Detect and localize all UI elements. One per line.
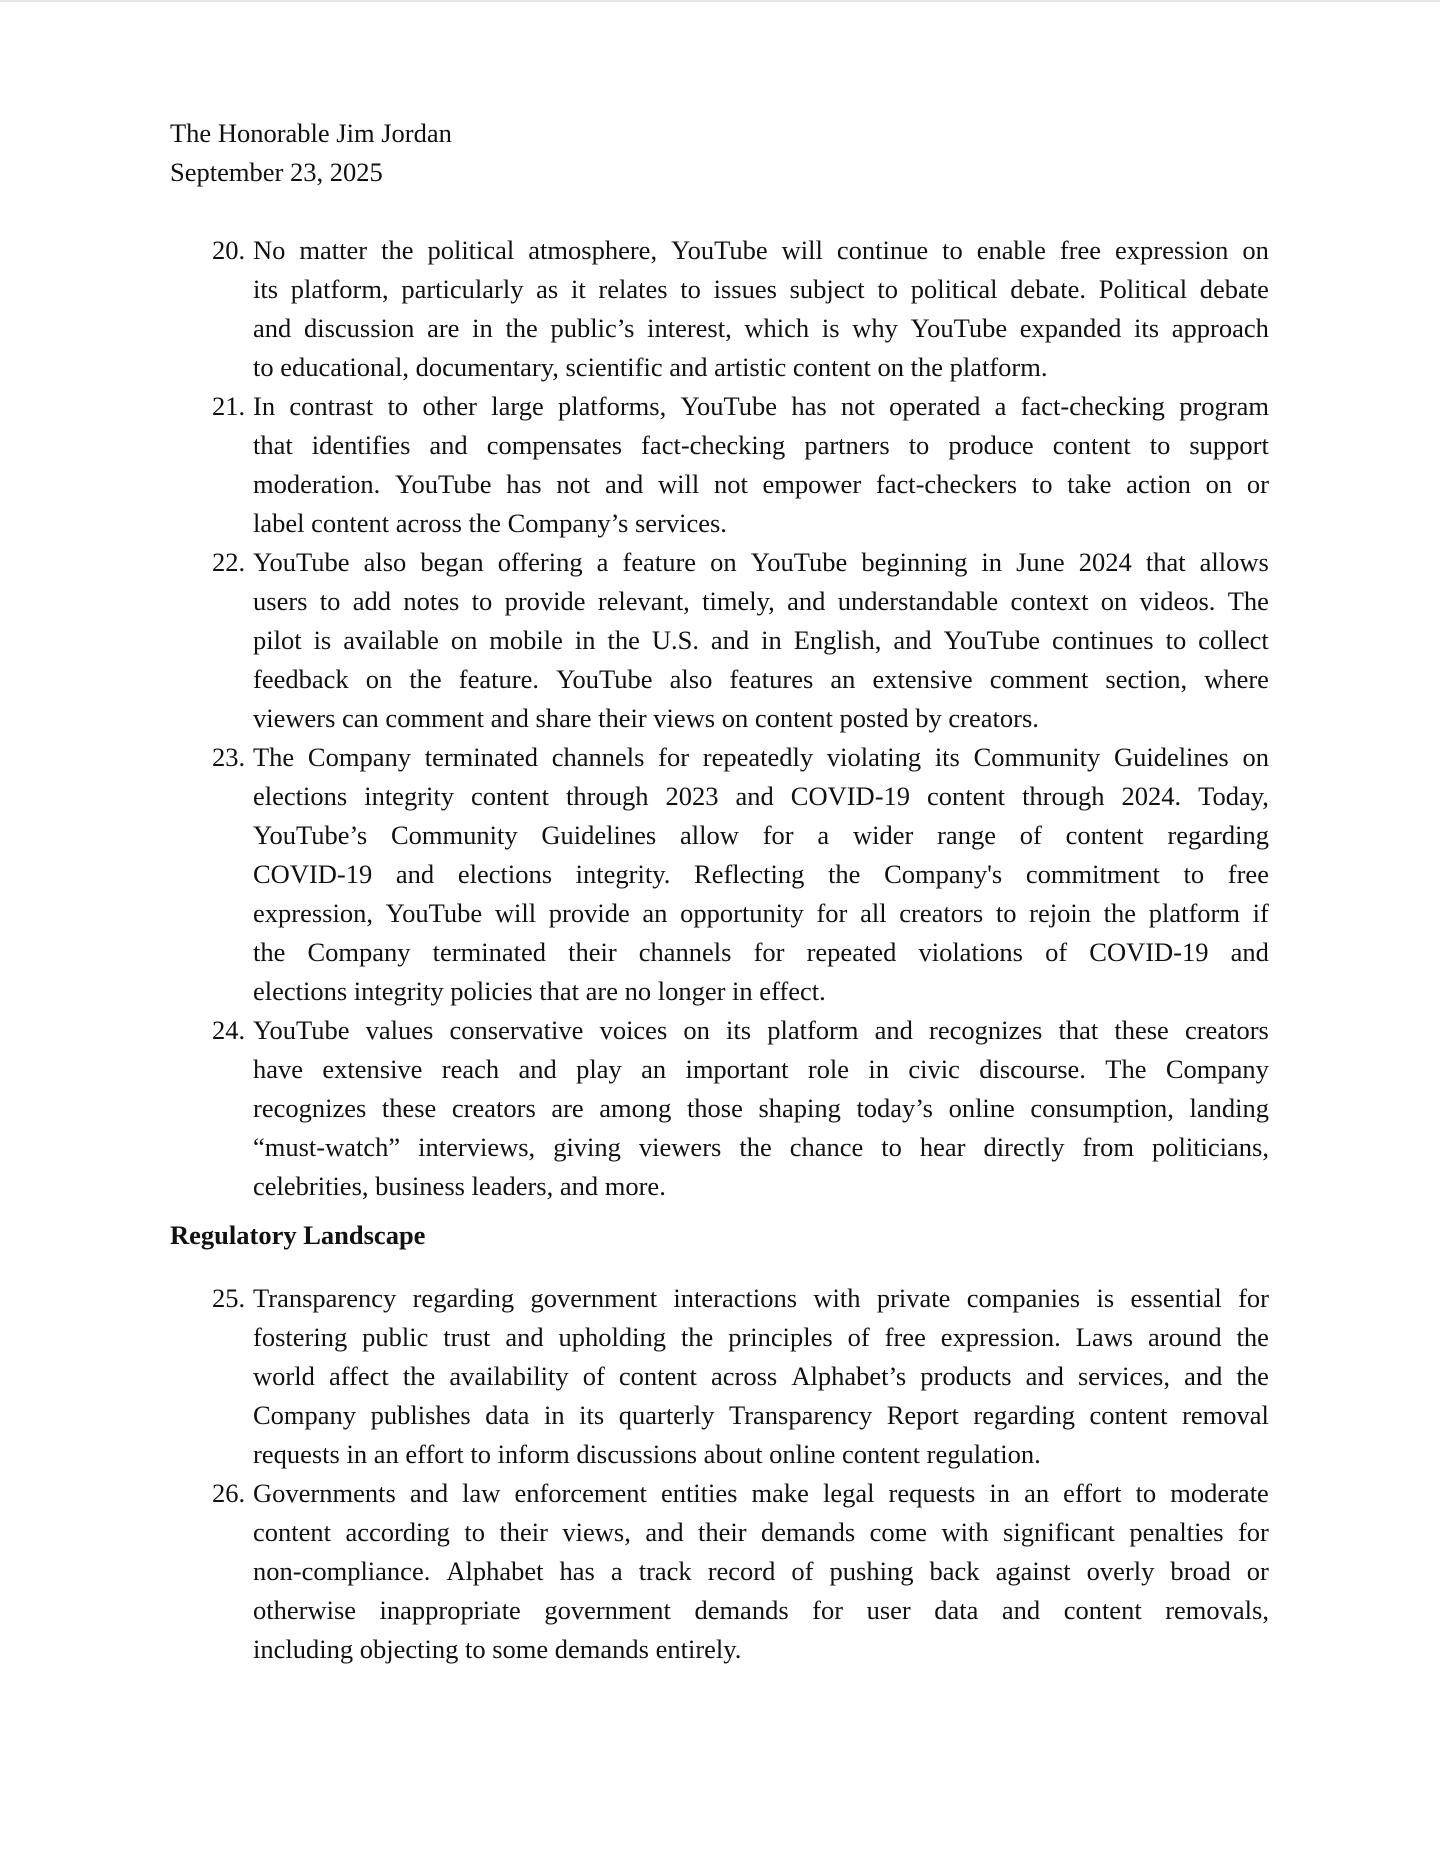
list-item-text-line: world affect the availability of content across Alphabet’s products and services, and the	[253, 1361, 1269, 1391]
list-item-text-line: label content across the Company’s services.	[253, 508, 727, 538]
list-item-text-line: Governments and law enforcement entities make legal requests in an effort to moderate	[253, 1478, 1269, 1508]
list-item-text-line: the Company terminated their channels for repeated violations of COVID-19 and	[253, 937, 1269, 967]
recipient-name: The Honorable Jim Jordan	[170, 118, 452, 148]
list-item-text-line: elections integrity content through 2023 and COVID-19 content through 2024. Today,	[253, 781, 1269, 811]
list-item-number: 25.	[212, 1283, 246, 1313]
list-item	[212, 387, 1269, 543]
list-item-text-line: Transparency regarding government interactions with private companies is essential for	[253, 1283, 1269, 1313]
list-item-text-line: to educational, documentary, scientific and artistic content on the platform.	[253, 352, 1048, 382]
list-item-text-line: requests in an effort to inform discussions about online content regulation.	[253, 1439, 1041, 1469]
list-item-text-line: Company publishes data in its quarterly Transparency Report regarding content removal	[253, 1400, 1269, 1430]
list-item-text-line: viewers can comment and share their views on content posted by creators.	[253, 703, 1039, 733]
list-item-text-line: YouTube values conservative voices on its platform and recognizes that these creators	[253, 1015, 1269, 1045]
list-item-text-line: its platform, particularly as it relates to issues subject to political debate. Political debate	[253, 274, 1269, 304]
list-item-number: 20.	[212, 235, 246, 265]
list-item-text-line: moderation. YouTube has not and will not empower fact-checkers to take action on or	[253, 469, 1269, 499]
list-item-text-line: expression, YouTube will provide an opportunity for all creators to rejoin the platform if	[253, 898, 1269, 928]
list-item-text-line: COVID-19 and elections integrity. Reflecting the Company's commitment to free	[253, 859, 1269, 889]
list-item	[212, 738, 1269, 1011]
letter-date: September 23, 2025	[170, 157, 383, 187]
list-item-number: 24.	[212, 1015, 246, 1045]
list-item-text-line: YouTube’s Community Guidelines allow for a wider range of content regarding	[253, 820, 1269, 850]
list-item-text-line: feedback on the feature. YouTube also features an extensive comment section, where	[253, 664, 1269, 694]
list-item-text-line: including objecting to some demands entirely.	[253, 1634, 742, 1664]
list-item	[212, 231, 1269, 387]
numbered-list-regulatory	[212, 1279, 1269, 1669]
list-item-text-line: “must-watch” interviews, giving viewers the chance to hear directly from politicians,	[253, 1132, 1269, 1162]
list-item-text-line: users to add notes to provide relevant, timely, and understandable context on videos. The	[253, 586, 1269, 616]
list-item-text-line: content according to their views, and their demands come with significant penalties for	[253, 1517, 1269, 1547]
list-item-text-line: fostering public trust and upholding the principles of free expression. Laws around the	[253, 1322, 1269, 1352]
list-item-text-line: No matter the political atmosphere, YouTube will continue to enable free expression on	[253, 235, 1269, 265]
list-item	[212, 1474, 1269, 1669]
numbered-list-content-moderation	[212, 231, 1269, 1206]
list-item-number: 23.	[212, 742, 246, 772]
list-item	[212, 543, 1269, 738]
list-item	[212, 1279, 1269, 1474]
list-item-text-line: non-compliance. Alphabet has a track record of pushing back against overly broad or	[253, 1556, 1269, 1586]
list-item-text-line: pilot is available on mobile in the U.S. and in English, and YouTube continues to collect	[253, 625, 1269, 655]
list-item-text-line: otherwise inappropriate government demands for user data and content removals,	[253, 1595, 1269, 1625]
list-item-text-line: that identifies and compensates fact-checking partners to produce content to support	[253, 430, 1269, 460]
list-item-text-line: have extensive reach and play an important role in civic discourse. The Company	[253, 1054, 1269, 1084]
list-item-text-line: The Company terminated channels for repeatedly violating its Community Guidelines on	[253, 742, 1269, 772]
list-item-text-line: and discussion are in the public’s interest, which is why YouTube expanded its approach	[253, 313, 1269, 343]
list-item-text-line: In contrast to other large platforms, YouTube has not operated a fact-checking program	[253, 391, 1269, 421]
list-item-text-line: elections integrity policies that are no longer in effect.	[253, 976, 826, 1006]
list-item-number: 26.	[212, 1478, 246, 1508]
section-heading-regulatory-landscape: Regulatory Landscape	[170, 1220, 426, 1250]
list-item-text-line: celebrities, business leaders, and more.	[253, 1171, 666, 1201]
list-item	[212, 1011, 1269, 1206]
list-item-number: 22.	[212, 547, 246, 577]
list-item-number: 21.	[212, 391, 246, 421]
list-item-text-line: recognizes these creators are among those shaping today’s online consumption, landing	[253, 1093, 1269, 1123]
list-item-text-line: YouTube also began offering a feature on YouTube beginning in June 2024 that allows	[253, 547, 1269, 577]
